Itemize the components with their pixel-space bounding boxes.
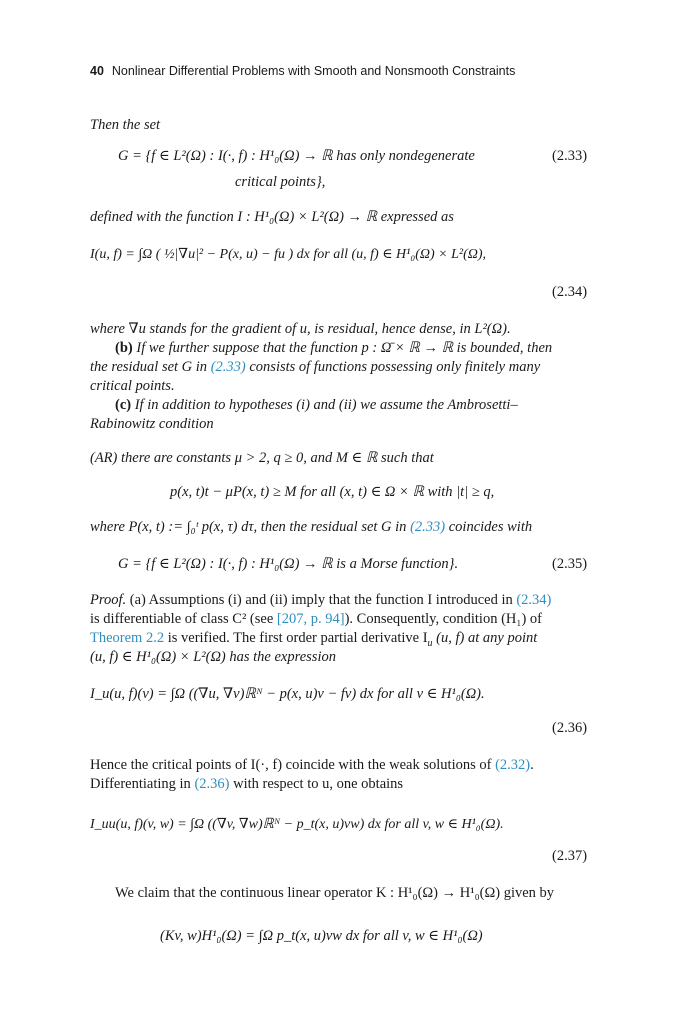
equation-2-37: I_uu(u, f)(v, w) = ∫Ω ((∇v, ∇w)ℝᴺ − p_t(x, u)vw) dx for all v, w ∈ H¹₀(Ω).	[90, 817, 504, 832]
text-line: (c) If in addition to hypotheses (i) and (ii) we assume the Ambrosetti–	[115, 397, 518, 413]
equation-ar: p(x, t)t − μP(x, t) ≥ M for all (x, t) ∈ Ω × ℝ with |t| ≥ q,	[170, 484, 495, 500]
equation-2-36: I_u(u, f)(v) = ∫Ω ((∇u, ∇v)ℝᴺ − p(x, u)v − fv) dx for all v ∈ H¹₀(Ω).	[90, 686, 485, 702]
equation-2-33-line1: G = {f ∈ L²(Ω) : I(·, f) : H¹₀(Ω) → ℝ has only nondegenerate	[118, 148, 475, 164]
equation-2-34: I(u, f) = ∫Ω ( ½|∇u|² − P(x, u) − fu ) dx for all (u, f) ∈ H¹₀(Ω) × L²(Ω),	[90, 247, 487, 262]
equation-link[interactable]: (2.33)	[210, 359, 246, 375]
equation-link[interactable]: (2.34)	[516, 592, 552, 608]
text-line: Rabinowitz condition	[90, 416, 214, 432]
text-line: (u, f) ∈ H¹₀(Ω) × L²(Ω) has the expression	[90, 649, 336, 665]
text-line: where ∇u stands for the gradient of u, is residual, hence dense, in L²(Ω).	[90, 321, 511, 337]
text-line: Differentiating in (2.36) with respect to u, one obtains	[90, 776, 404, 792]
text-line: Then the set	[90, 117, 161, 133]
equation-number: (2.34)	[552, 284, 588, 300]
equation-operator-k: (Kv, w)H¹₀(Ω) = ∫Ω p_t(x, u)vw dx for all v, w ∈ H¹₀(Ω)	[160, 928, 483, 944]
equation-2-35: G = {f ∈ L²(Ω) : I(·, f) : H¹₀(Ω) → ℝ is a Morse function}.	[118, 556, 459, 572]
equation-2-33-line2: critical points},	[235, 174, 326, 190]
equation-number: (2.37)	[552, 848, 588, 864]
page-number: 40	[90, 64, 104, 78]
theorem-link[interactable]: Theorem 2.2	[90, 630, 165, 646]
equation-number: (2.35)	[552, 556, 588, 572]
text-line: Theorem 2.2 is verified. The first order partial derivative $I_u$ (u, f) at any point	[90, 630, 538, 649]
equation-number: (2.36)	[552, 720, 588, 736]
text-line: the residual set G in (2.33) consists of functions possessing only finitely many	[90, 359, 541, 375]
text-line: (b) If we further suppose that the function p : Ω̄ × ℝ → ℝ is bounded, then	[115, 340, 553, 356]
running-header	[90, 64, 515, 78]
text-line: critical points.	[90, 378, 175, 394]
ar-condition: (AR) there are constants μ > 2, q ≥ 0, and M ∈ ℝ such that	[90, 450, 434, 466]
book-title: Nonlinear Differential Problems with Smooth and Nonsmooth Constraints	[111, 64, 516, 78]
text-line: Proof. (a) Assumptions (i) and (ii) imply that the function I introduced in (2.34)	[90, 592, 552, 608]
text-line: We claim that the continuous linear operator K : H¹₀(Ω) → H¹₀(Ω) given by	[115, 885, 555, 901]
citation-link[interactable]: [207, p. 94]	[276, 611, 345, 627]
equation-link[interactable]: (2.33)	[410, 519, 446, 535]
text-line: defined with the function I : H¹₀(Ω) × L²(Ω) → ℝ expressed as	[90, 209, 454, 225]
equation-link[interactable]: (2.36)	[194, 776, 230, 792]
text-line: is differentiable of class C² (see [207, p. 94]). Consequently, condition (H₁) of	[90, 611, 542, 627]
text-line: where P(x, t) := ∫₀ᵗ p(x, τ) dτ, then the residual set G in (2.33) coincides with	[90, 519, 533, 535]
equation-number: (2.33)	[552, 148, 588, 164]
equation-link[interactable]: (2.32)	[495, 757, 531, 773]
text-line: Hence the critical points of I(·, f) coincide with the weak solutions of (2.32).	[90, 757, 534, 773]
